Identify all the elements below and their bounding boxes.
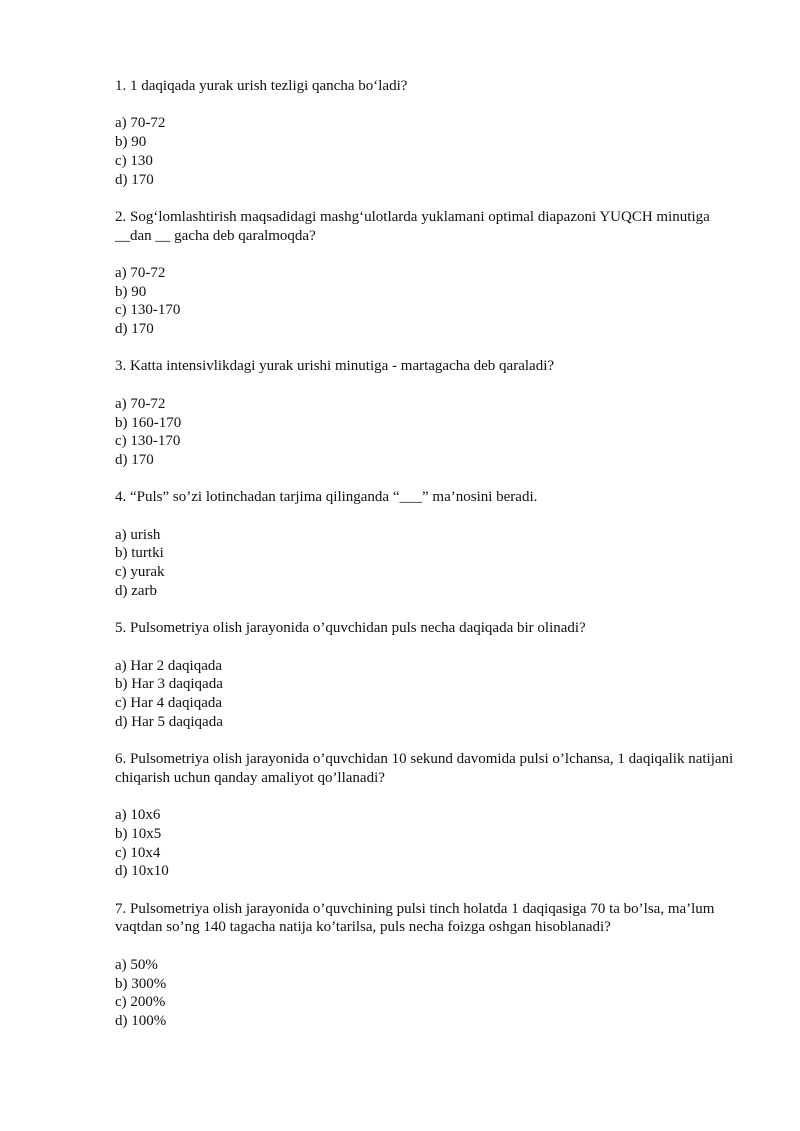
question-text: 3. Katta intensivlikdagi yurak urishi minutiga - martagacha deb qaraladi? <box>115 358 555 375</box>
answer-option-c: c) 10x4 <box>115 844 161 861</box>
answer-option-d: d) 170 <box>115 171 154 188</box>
answer-option-c: c) 200% <box>115 994 166 1011</box>
answer-option-b: b) 300% <box>115 975 167 992</box>
answer-option-a: a) 70-72 <box>115 395 166 412</box>
answer-option-b: b) 90 <box>115 134 147 151</box>
question-block-4 <box>115 488 735 600</box>
answer-options <box>115 395 735 470</box>
answer-option-b: b) 90 <box>115 283 147 300</box>
answer-option-d: d) 10x10 <box>115 863 169 880</box>
answer-option-a: a) 70-72 <box>115 115 166 132</box>
answer-options <box>115 114 735 189</box>
question-block-7 <box>115 900 735 1031</box>
question-block-5 <box>115 619 735 731</box>
answer-option-c: c) yurak <box>115 564 165 581</box>
answer-option-d: d) 170 <box>115 451 154 468</box>
answer-option-a: a) 10x6 <box>115 807 161 824</box>
document-page <box>115 77 735 1049</box>
answer-option-c: c) 130 <box>115 152 153 169</box>
question-text: 2. Sog‘lomlashtirish maqsadidagi mashg‘ulotlarda yuklamani optimal diapazoni YUQCH minutiga __dan __ gacha deb qaralmoqda? <box>115 208 710 244</box>
answer-options <box>115 264 735 339</box>
question-block-6 <box>115 750 735 881</box>
answer-options <box>115 526 735 601</box>
answer-option-c: c) 130-170 <box>115 433 181 450</box>
answer-option-d: d) Har 5 daqiqada <box>115 713 223 730</box>
answer-options <box>115 657 735 732</box>
answer-option-b: b) 10x5 <box>115 825 162 842</box>
answer-option-b: b) 160-170 <box>115 414 182 431</box>
answer-option-b: b) turtki <box>115 545 164 562</box>
answer-option-d: d) 170 <box>115 321 154 338</box>
question-text: 1. 1 daqiqada yurak urish tezligi qancha bo‘ladi? <box>115 78 408 94</box>
answer-option-a: a) 70-72 <box>115 264 166 281</box>
answer-options <box>115 806 735 881</box>
answer-option-b: b) Har 3 daqiqada <box>115 676 223 693</box>
answer-option-d: d) 100% <box>115 1012 167 1029</box>
answer-options <box>115 956 735 1031</box>
answer-option-a: a) 50% <box>115 956 158 973</box>
question-text: 6. Pulsometriya olish jarayonida o’quvchidan 10 sekund davomida pulsi o’lchansa, 1 daqiqalik natijani chiqarish uchun qanday amaliyot qo’llanadi? <box>115 751 734 786</box>
question-block-2 <box>115 208 735 339</box>
question-text: 5. Pulsometriya olish jarayonida o’quvchidan puls necha daqiqada bir olinadi? <box>115 620 586 637</box>
answer-option-a: a) Har 2 daqiqada <box>115 657 223 674</box>
answer-option-c: c) Har 4 daqiqada <box>115 695 223 712</box>
answer-option-a: a) urish <box>115 526 161 543</box>
answer-option-c: c) 130-170 <box>115 302 181 319</box>
question-text: 7. Pulsometriya olish jarayonida o’quvchining pulsi tinch holatda 1 daqiqasiga 70 ta bo’lsa, ma’lum vaqtdan so’ng 140 tagacha natija ko’tarilsa, puls necha foizga oshgan hisoblanadi? <box>115 900 715 936</box>
question-block-1 <box>115 77 735 189</box>
question-text: 4. “Puls” so’zi lotinchadan tarjima qilinganda “___” ma’nosini beradi. <box>115 489 538 506</box>
question-block-3 <box>115 357 735 469</box>
answer-option-d: d) zarb <box>115 582 158 599</box>
